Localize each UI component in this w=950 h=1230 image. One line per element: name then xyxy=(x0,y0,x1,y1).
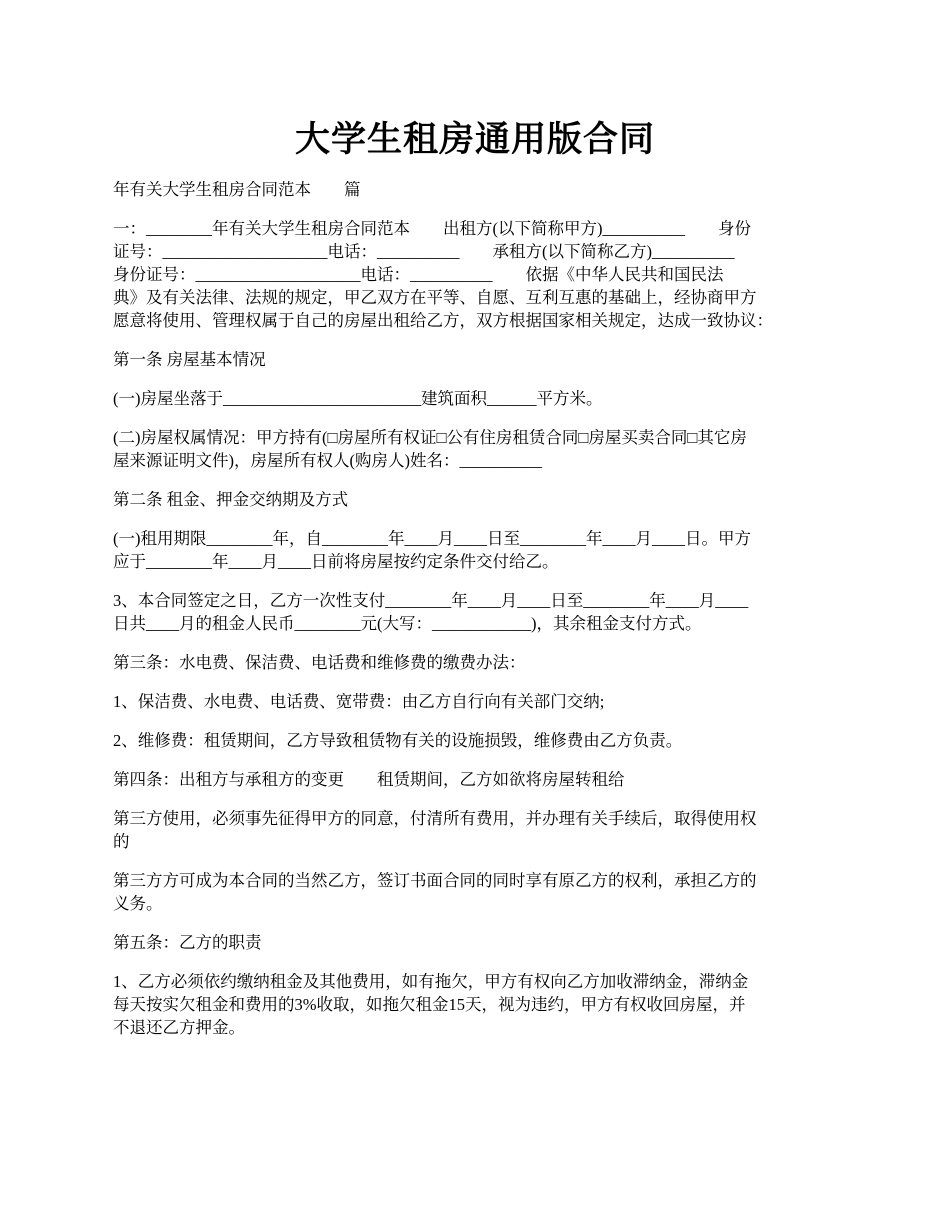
paragraph-line: 典》及有关法律、法规的规定，甲乙双方在平等、自愿、互利互惠的基础上，经协商甲方 xyxy=(113,288,757,307)
paragraph xyxy=(113,970,850,1039)
paragraph-line: 应于________年____月____日前将房屋按约定条件交付给乙。 xyxy=(113,552,559,571)
paragraph xyxy=(113,488,850,511)
paragraph-line: (二)房屋权属情况：甲方持有(□房屋所有权证□公有住房租赁合同□房屋买卖合同□其它房 xyxy=(113,428,747,447)
paragraph xyxy=(113,869,850,915)
paragraph xyxy=(113,426,850,472)
document-body xyxy=(113,178,850,1055)
paragraph xyxy=(113,651,850,674)
paragraph-line: 第三方方可成为本合同的当然乙方，签订书面合同的同时享有原乙方的权利，承担乙方的 xyxy=(113,871,757,890)
paragraph-line: 第三方使用，必须事先征得甲方的同意，付清所有费用，并办理有关手续后，取得使用权 xyxy=(113,809,757,828)
paragraph-line: (一)租用期限________年，自________年____月____日至________年____月____日。甲方 xyxy=(113,529,751,548)
paragraph xyxy=(113,807,850,853)
paragraph xyxy=(113,768,850,791)
paragraph-line: 的 xyxy=(113,832,130,851)
paragraph xyxy=(113,931,850,954)
paragraph-line: 愿意将使用、管理权属于自己的房屋出租给乙方，双方根据国家相关规定，达成一致协议： xyxy=(113,311,773,330)
document-title: 大学生租房通用版合同 xyxy=(294,119,655,160)
paragraph xyxy=(113,527,850,573)
paragraph-line: 义务。 xyxy=(113,894,163,913)
paragraph xyxy=(113,217,850,332)
paragraph xyxy=(113,348,850,371)
paragraph-line: 每天按实欠租金和费用的3%收取，如拖欠租金15天，视为违约，甲方有权收回房屋，并 xyxy=(113,995,746,1014)
paragraph xyxy=(113,178,850,201)
paragraph-line: 第五条：乙方的职责 xyxy=(113,933,262,952)
paragraph-line: 日共____月的租金人民币________元(大写：____________)，其余租金支付方式。 xyxy=(113,614,702,633)
paragraph-line: (一)房屋坐落于________________________建筑面积______平方米。 xyxy=(113,389,603,408)
paragraph-line: 第一条 房屋基本情况 xyxy=(113,350,266,369)
paragraph-line: 2、维修费：租赁期间，乙方导致租赁物有关的设施损毁，维修费由乙方负责。 xyxy=(113,731,683,750)
paragraph-line: 第二条 租金、押金交纳期及方式 xyxy=(113,490,349,509)
paragraph-line: 不退还乙方押金。 xyxy=(113,1018,245,1037)
paragraph-line: 一：________年有关大学生租房合同范本 出租方(以下简称甲方)__________ 身份 xyxy=(113,219,751,238)
paragraph-line: 身份证号：____________________电话：__________ 依据《中华人民共和国民法 xyxy=(113,265,724,284)
paragraph-line: 年有关大学生租房合同范本 篇 xyxy=(113,180,361,199)
paragraph xyxy=(113,729,850,752)
paragraph-line: 1、乙方必须依约缴纳租金及其他费用，如有拖欠，甲方有权向乙方加收滞纳金，滞纳金 xyxy=(113,972,749,991)
paragraph-line: 1、保洁费、水电费、电话费、宽带费：由乙方自行向有关部门交纳; xyxy=(113,692,605,711)
paragraph-line: 第三条：水电费、保洁费、电话费和维修费的缴费办法： xyxy=(113,653,526,672)
paragraph xyxy=(113,690,850,713)
paragraph xyxy=(113,387,850,410)
paragraph-line: 屋来源证明文件)，房屋所有权人(购房人)姓名：__________ xyxy=(113,451,542,470)
paragraph-line: 3、本合同签定之日，乙方一次性支付________年____月____日至________年____月____ xyxy=(113,591,749,610)
paragraph xyxy=(113,589,850,635)
paragraph-line: 第四条：出租方与承租方的变更 租赁期间，乙方如欲将房屋转租给 xyxy=(113,770,625,789)
paragraph-line: 证号：____________________电话：__________ 承租方(以下简称乙方)__________ xyxy=(113,242,735,261)
